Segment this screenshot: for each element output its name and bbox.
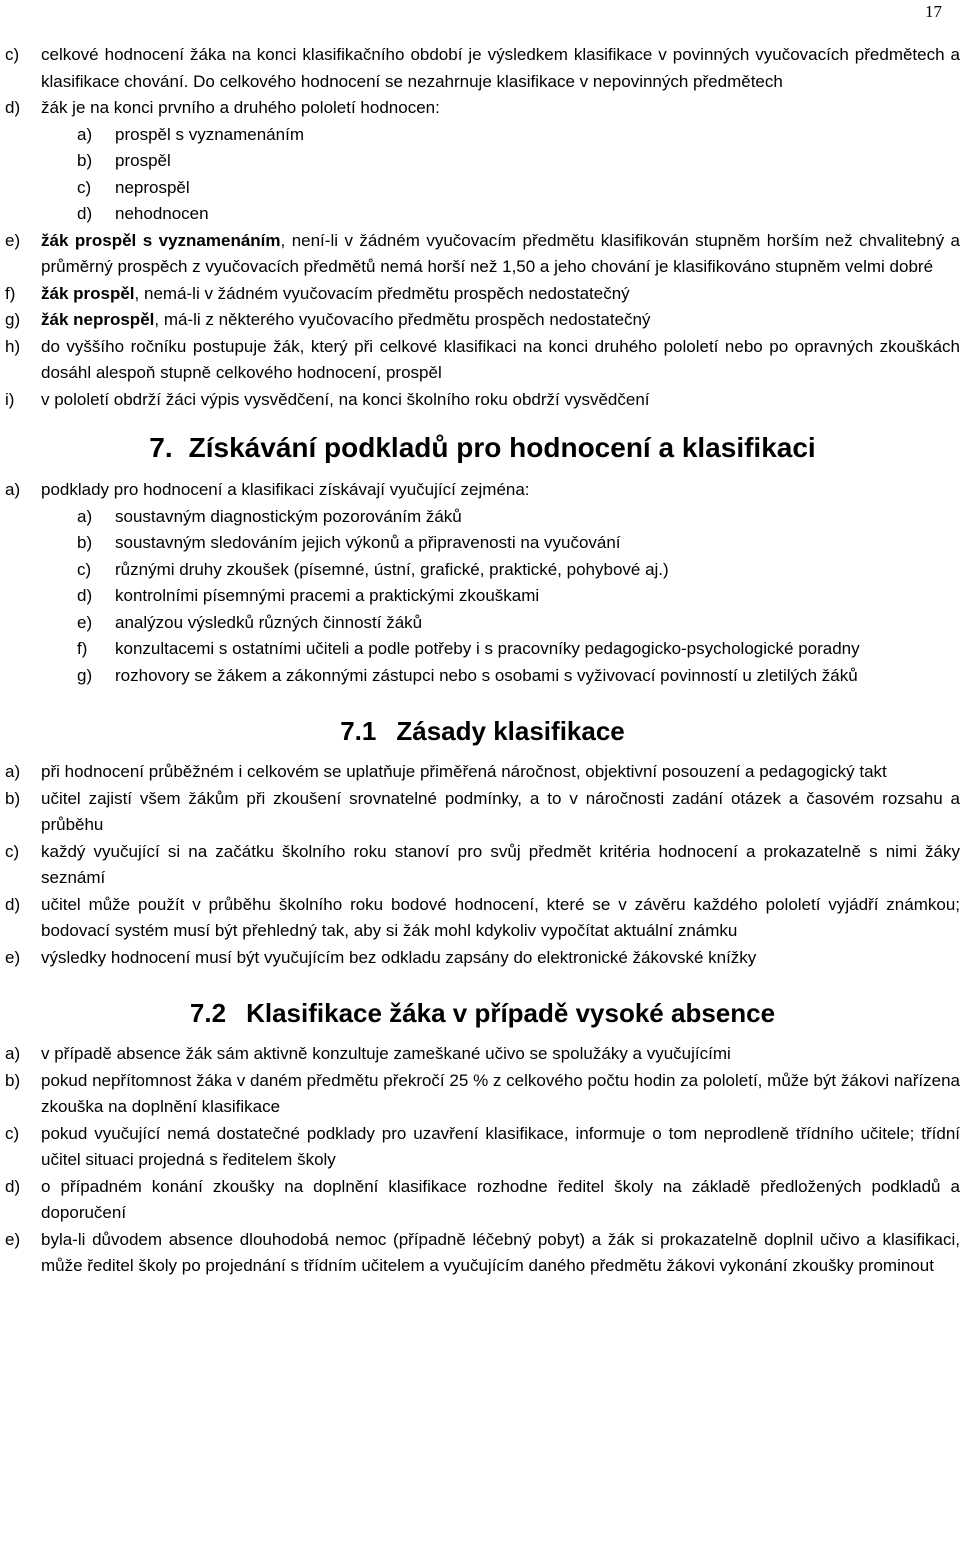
document-body: [5, 42, 960, 1280]
list-item: [5, 281, 960, 308]
list-text: nehodnocen: [115, 204, 209, 223]
list-text: soustavným sledováním jejich výkonů a připravenosti na vyučování: [115, 533, 621, 552]
list-marker: c): [5, 841, 20, 861]
list-item: [5, 42, 960, 95]
sub-list-item: [5, 636, 960, 663]
source-list: [5, 504, 960, 690]
list-text: prospěl s vyznamenáním: [115, 124, 304, 144]
sub-list-item: [5, 201, 960, 228]
list-text: [41, 228, 960, 281]
list-marker: e): [5, 947, 21, 967]
section-title: Zásady klasifikace: [396, 716, 625, 746]
page-number: 17: [925, 2, 942, 21]
list-text: celkové hodnocení žáka na konci klasifikačního období je výsledkem klasifikace v povinných vyučovacích předmětech a klasifikace chování. Do celkového hodnocení se nezahrnuje klasifikace v nepovinných předmětech: [41, 45, 960, 91]
list-text: byla-li důvodem absence dlouhodobá nemoc (případně léčebný pobyt) a žák si prokazatelně doplnil učivo a klasifikaci, může ředitel školy po projednání s třídním učitelem a vyučujícím daného předmětu žákovi vykonání zkoušky prominout: [41, 1229, 960, 1275]
list-item: [5, 1121, 960, 1174]
grade-list: [5, 122, 960, 228]
list-marker: a): [77, 506, 93, 526]
list-text: při hodnocení průběžném i celkovém se uplatňuje přiměřená náročnost, objektivní posouzení a pedagogický takt: [41, 762, 887, 781]
list-marker: c): [77, 177, 92, 197]
sub-list-item: [5, 122, 960, 149]
rule-text: , má-li z některého vyučovacího předmětu prospěch nedostatečný: [154, 310, 651, 329]
list-text: učitel zajistí všem žákům při zkoušení srovnatelné podmínky, a to v náročnosti zadání otázek a časovém rozsahu a průběhu: [41, 788, 960, 834]
list-item: [5, 1174, 960, 1227]
list-text: každý vyučující si na začátku školního roku stanoví pro svůj předmět kritéria hodnocení a prokazatelně s nimi žáky seznámí: [41, 841, 960, 887]
list-text: pokud nepřítomnost žáka v daném předmětu překročí 25 % z celkového počtu hodin za pololetí, může být žákovi nařízena zkouška na doplnění klasifikace: [41, 1070, 960, 1116]
list-text: rozhovory se žákem a zákonnými zástupci nebo s osobami s vyživovací povinností u zletilých žáků: [115, 665, 858, 685]
list-text: konzultacemi s ostatními učiteli a podle potřeby i s pracovníky pedagogicko-psychologické poradny: [115, 639, 860, 658]
section-number: 7.: [149, 432, 173, 463]
list-text: prospěl: [115, 151, 171, 170]
list-text: pokud vyučující nemá dostatečné podklady pro uzavření klasifikace, informuje o tom neprodleně třídního učitele; třídní učitel situaci projedná s ředitelem školy: [41, 1123, 960, 1169]
list-marker: a): [5, 1044, 21, 1063]
section-title: Klasifikace žáka v případě vysoké absence: [246, 998, 776, 1028]
list-text: do vyššího ročníku postupuje žák, který při celkové klasifikaci na konci druhého pololetí nebo po opravných zkouškách dosáhl alespoň stupně celkového hodnocení, prospěl: [41, 336, 960, 382]
list-marker: i): [5, 389, 15, 409]
list-marker: h): [5, 336, 21, 356]
bold-term: žák prospěl: [41, 283, 135, 303]
list-text: v případě absence žák sám aktivně konzultuje zameškané učivo se spolužáky a vyučujícími: [41, 1044, 731, 1063]
list-text: podklady pro hodnocení a klasifikaci získávají vyučující zejména:: [41, 480, 530, 499]
list-text: soustavným diagnostickým pozorováním žáků: [115, 506, 462, 526]
list-marker: f): [5, 283, 16, 303]
list-text: výsledky hodnocení musí být vyučujícím bez odkladu zapsány do elektronické žákovské knížky: [41, 947, 757, 967]
list-marker: d): [5, 1176, 21, 1196]
list-item: [5, 477, 960, 504]
list-item: [5, 228, 960, 281]
list-text: učitel může použít v průběhu školního roku bodové hodnocení, které se v závěru každého pololetí vyjádří známkou; bodovací systém musí být přehledný tak, aby si žák mohl kdykoliv vypočítat aktuální známku: [41, 894, 960, 940]
list-marker: d): [5, 98, 21, 117]
bold-term: žák prospěl s vyznamenáním: [41, 230, 281, 250]
list-marker: c): [77, 559, 92, 579]
sub-list-item: [5, 557, 960, 584]
list-item: [5, 759, 960, 786]
bold-term: žák neprospěl: [41, 310, 155, 329]
list-item: [5, 892, 960, 945]
list-item: [5, 839, 960, 892]
list-item: [5, 387, 960, 414]
list-marker: c): [5, 45, 20, 64]
list-text: [41, 281, 960, 308]
list-text: v pololetí obdrží žáci výpis vysvědčení, na konci školního roku obdrží vysvědčení: [41, 389, 650, 409]
list-marker: b): [5, 1070, 21, 1090]
list-marker: b): [77, 533, 93, 552]
list-text: neprospěl: [115, 177, 190, 197]
list-text: žák je na konci prvního a druhého pololetí hodnocen:: [41, 98, 440, 117]
list-text: o případném konání zkoušky na doplnění klasifikace rozhodne ředitel školy na základě předložených podkladů a doporučení: [41, 1176, 960, 1222]
sub-list-item: [5, 175, 960, 202]
rule-text: , nemá-li v žádném vyučovacím předmětu prospěch nedostatečný: [134, 283, 630, 303]
sub-list-item: [5, 610, 960, 637]
list-item: [5, 334, 960, 387]
list-text: různými druhy zkoušek (písemné, ústní, grafické, praktické, pohybové aj.): [115, 559, 669, 579]
list-item: [5, 945, 960, 972]
sub-list-item: [5, 583, 960, 610]
list-item: [5, 95, 960, 122]
list-marker: e): [77, 612, 93, 632]
section-heading: [5, 431, 960, 465]
rule-text: , není-li v žádném vyučovacím předmětu klasifikován stupněm horším než chvalitebný a průměrný prospěch z vyučovacích předmětů nemá horší než 1,50 a jeho chování je klasifikováno stupněm velmi dobré: [41, 230, 960, 276]
subsection-heading: [5, 997, 960, 1029]
list-marker: g): [5, 310, 21, 329]
sub-list-item: [5, 504, 960, 531]
list-marker: a): [77, 124, 93, 144]
subsection-heading: [5, 715, 960, 747]
list-item: [5, 1068, 960, 1121]
list-marker: f): [77, 639, 88, 658]
list-item: [5, 786, 960, 839]
list-item: [5, 1041, 960, 1068]
list-text: [41, 307, 960, 334]
list-marker: b): [77, 151, 93, 170]
list-marker: d): [77, 204, 93, 223]
section-number: 7.1: [340, 716, 377, 746]
sub-list-item: [5, 530, 960, 557]
list-text: analýzou výsledků různých činností žáků: [115, 612, 423, 632]
list-item: [5, 1227, 960, 1280]
list-marker: e): [5, 1229, 21, 1249]
list-marker: e): [5, 230, 21, 250]
list-marker: c): [5, 1123, 20, 1143]
sub-list-item: [5, 663, 960, 690]
section-number: 7.2: [189, 998, 227, 1028]
list-item: [5, 307, 960, 334]
list-marker: g): [77, 665, 93, 685]
list-marker: b): [5, 788, 21, 808]
section-title: Získávání podkladů pro hodnocení a klasifikaci: [188, 432, 816, 463]
sub-list-item: [5, 148, 960, 175]
list-marker: a): [5, 480, 21, 499]
list-marker: d): [77, 586, 93, 605]
list-marker: d): [5, 894, 21, 914]
list-marker: a): [5, 762, 21, 781]
list-text: kontrolními písemnými pracemi a praktickými zkouškami: [115, 586, 540, 605]
